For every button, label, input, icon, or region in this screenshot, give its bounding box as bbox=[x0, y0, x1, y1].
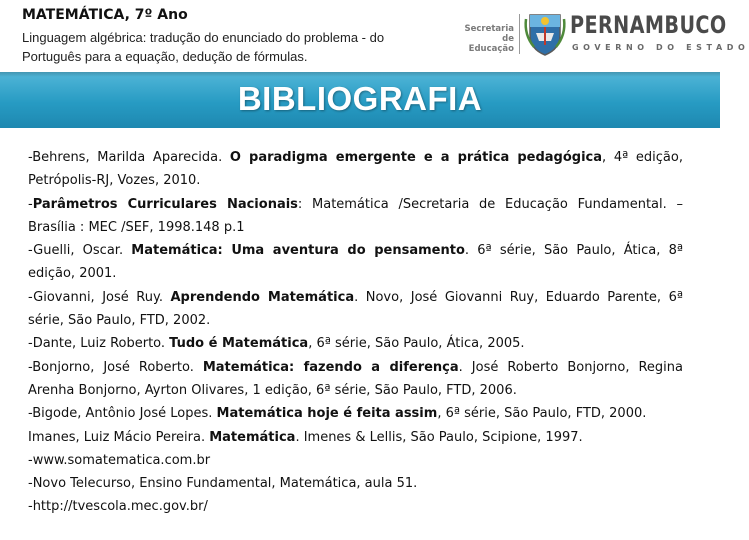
reference-item: Imanes, Luiz Mácio Pereira. Matemática. Imenes & Lellis, São Paulo, Scipione, 1997. bbox=[28, 429, 583, 445]
subject-title: MATEMÁTICA, 7º Ano bbox=[22, 7, 188, 23]
reference-item: -Bigode, Antônio José Lopes. Matemática hoje é feita assim, 6ª série, São Paulo, FTD, 2000. bbox=[28, 406, 647, 422]
page-title: BIBLIOGRAFIA bbox=[237, 80, 483, 117]
brand-wordmark: PERNAMBUCO bbox=[570, 11, 727, 39]
brand-subtitle: GOVERNO DO ESTADO bbox=[572, 43, 749, 52]
reference-item: -Giovanni, José Ruy. Aprendendo Matemática. Novo, José Giovanni Ruy, Eduardo Parente, 6ª série, São Paulo, FTD, 2002. bbox=[28, 289, 683, 329]
coat-of-arms-icon bbox=[524, 11, 566, 57]
bibliography-list bbox=[28, 146, 683, 519]
banner-shade bbox=[0, 72, 720, 77]
reference-item: -Dante, Luiz Roberto. Tudo é Matemática, 6ª série, São Paulo, Ática, 2005. bbox=[28, 336, 525, 352]
secretaria-line-1: Secretaria de bbox=[464, 24, 514, 44]
secretaria-line-2: Educação bbox=[468, 44, 514, 54]
header bbox=[0, 0, 749, 72]
topic-subtitle: Linguagem algébrica: tradução do enunciado do problema - do Português para a equação, dedução de fórmulas. bbox=[22, 30, 385, 64]
reference-link[interactable]: -http://tvescola.mec.gov.br/ bbox=[28, 499, 208, 515]
secretaria-label bbox=[454, 24, 514, 54]
reference-item: -Behrens, Marilda Aparecida. O paradigma emergente e a prática pedagógica, 4ª edição, Petrópolis-RJ, Vozes, 2010. bbox=[28, 150, 683, 189]
reference-item: -Novo Telecurso, Ensino Fundamental, Matemática, aula 51. bbox=[28, 476, 418, 492]
reference-link[interactable]: -www.somatematica.com.br bbox=[28, 452, 211, 468]
reference-item: -Guelli, Oscar. Matemática: Uma aventura do pensamento. 6ª série, São Paulo, Ática, 8ª edição, 2001. bbox=[28, 243, 683, 282]
reference-item: -Parâmetros Curriculares Nacionais: Matemática /Secretaria de Educação Fundamental. – Brasília : MEC /SEF, 1998.148 p.1 bbox=[28, 196, 683, 235]
logo-divider bbox=[519, 14, 520, 54]
reference-item: -Bonjorno, José Roberto. Matemática: fazendo a diferença. José Roberto Bonjorno, Regina Arenha Bonjorno, Ayrton Olivares, 1 edição, 6ª série, São Paulo, FTD, 2006. bbox=[28, 359, 683, 398]
